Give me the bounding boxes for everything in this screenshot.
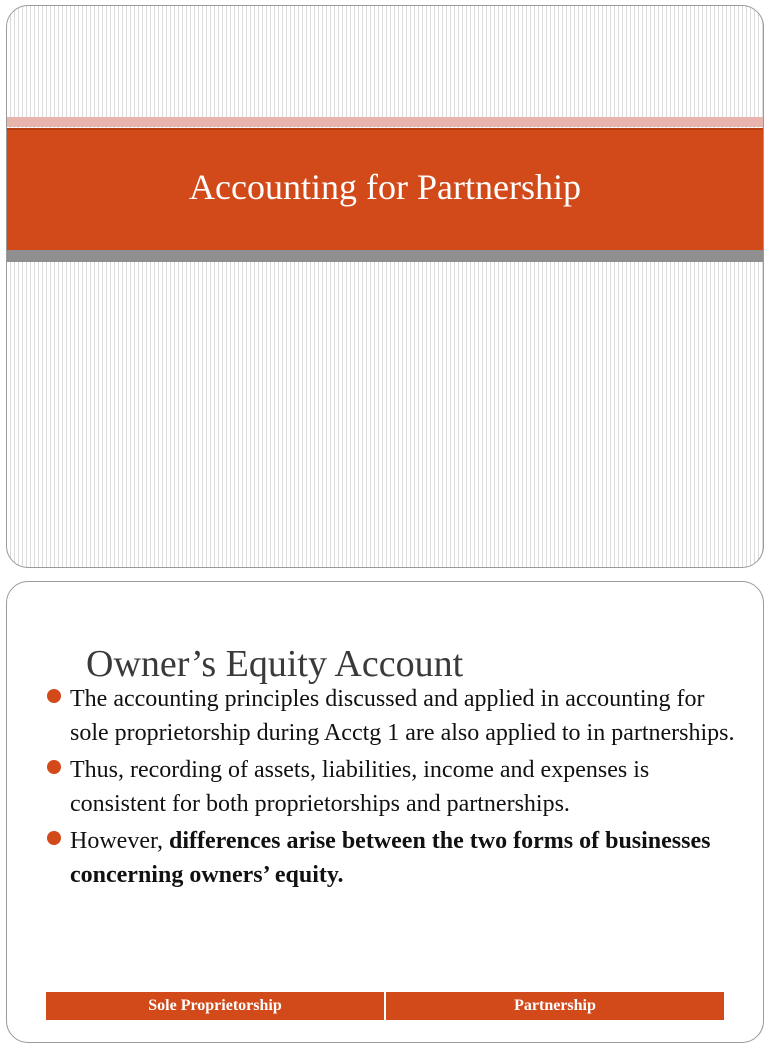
bullet-item bbox=[47, 824, 747, 892]
comparison-table bbox=[46, 992, 724, 1020]
table-header-row bbox=[46, 992, 724, 1020]
content-slide bbox=[6, 581, 764, 1043]
bullet-item bbox=[47, 682, 747, 750]
bullet-dot-icon bbox=[47, 760, 61, 774]
title-band-bottom-stripe bbox=[7, 250, 763, 262]
bullet-dot-icon bbox=[47, 831, 61, 845]
title-slide bbox=[6, 5, 764, 568]
title-band bbox=[7, 128, 763, 250]
bullet-text: The accounting principles discussed and applied in accounting for sole proprietorship during Acctg 1 are also applied to in partnerships. bbox=[70, 686, 735, 746]
bullet-item bbox=[47, 753, 747, 821]
slide-heading: Owner’s Equity Account bbox=[86, 643, 464, 685]
bullet-text-emphasis: differences arise between the two forms of businesses concerning owners’ equity. bbox=[70, 828, 711, 888]
column-header-partnership: Partnership bbox=[385, 992, 724, 1020]
bullet-dot-icon bbox=[47, 689, 61, 703]
slide-title: Accounting for Partnership bbox=[189, 167, 581, 207]
bullet-text: Thus, recording of assets, liabilities, income and expenses is consistent for both proprietorships and partnerships. bbox=[70, 757, 650, 817]
title-band-top-stripe bbox=[7, 117, 763, 127]
bullet-text-prefix: However, bbox=[70, 828, 169, 854]
column-header-sole-proprietorship: Sole Proprietorship bbox=[46, 992, 385, 1020]
bullet-list bbox=[47, 682, 747, 895]
